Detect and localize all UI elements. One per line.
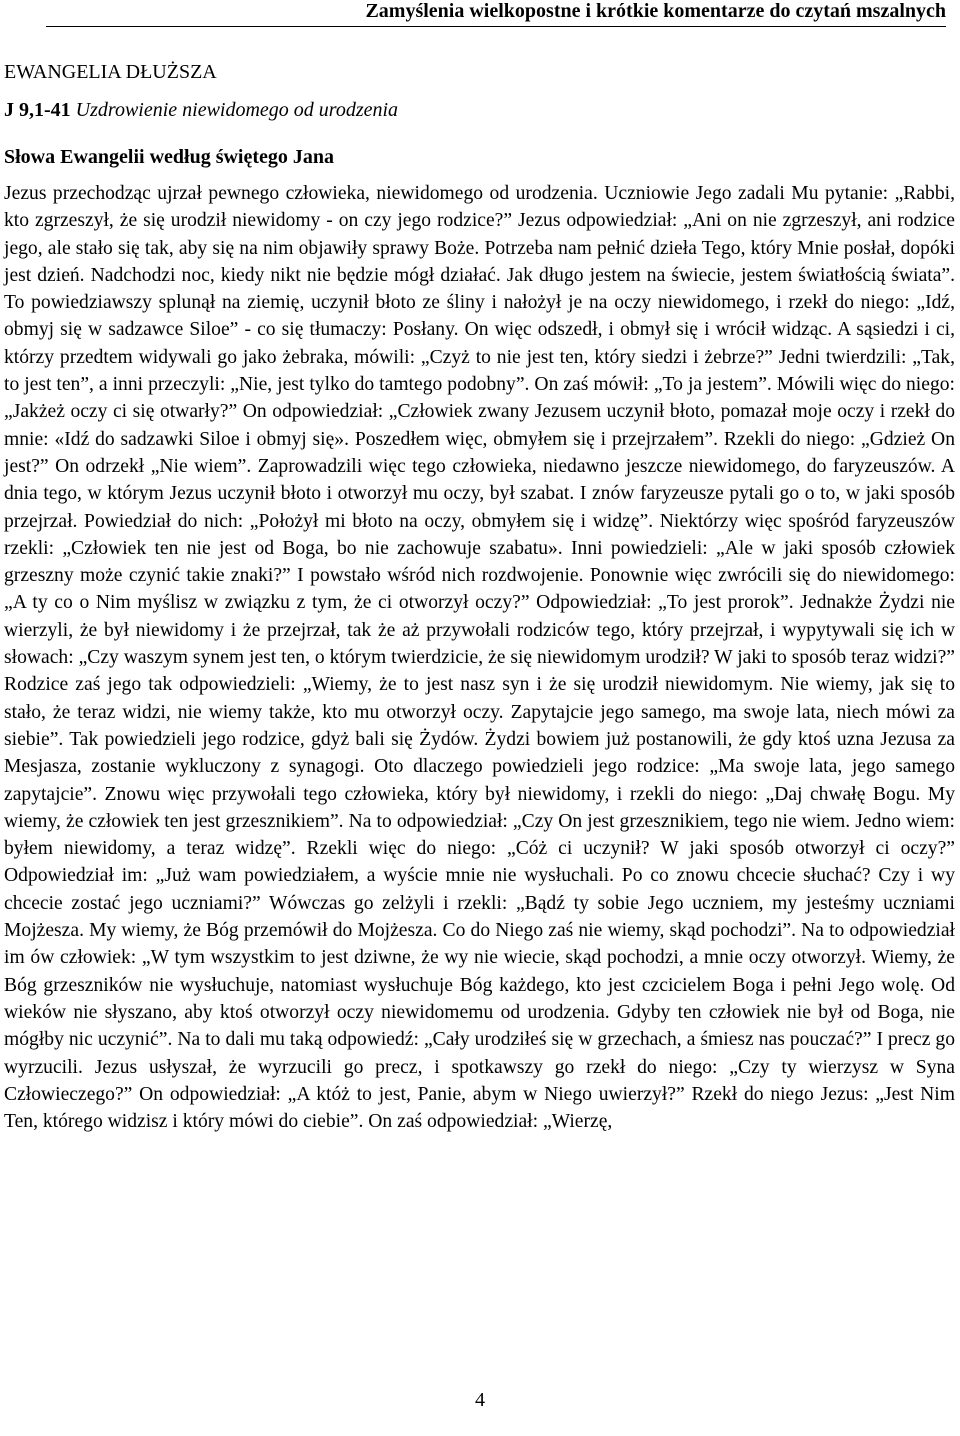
running-header: Zamyślenia wielkopostne i krótkie komentarze do czytań mszalnych: [46, 0, 946, 27]
reading-title: Uzdrowienie niewidomego od urodzenia: [75, 99, 399, 121]
reading-reference-line: [4, 98, 398, 122]
scripture-reference: J 9,1-41: [4, 99, 71, 121]
section-title: EWANGELIA DŁUŻSZA: [4, 61, 217, 83]
gospel-text: Jezus przechodząc ujrzał pewnego człowieka, niewidomego od urodzenia. Uczniowie Jego zadali Mu pytanie: „Rabbi, kto zgrzeszył, że się urodził niewidomy - on czy jego rodzice?” Jezus odpowiedział: „Ani on nie zgrzeszył, ani rodzice jego, ale stało się tak, aby się na nim objawiły sprawy Boże. Potrzeba nam pełnić dzieła Tego, który Mnie posłał, dopóki jest dzień. Nadchodzi noc, kiedy nikt nie będzie mógł działać. Jak długo jestem na świecie, jestem światłością świata”. To powiedziawszy splunął na ziemię, uczynił błoto ze śliny i nałożył je na oczy niewidomego, i rzekł do niego: „Idź, obmyj się w sadzawce Siloe” - co się tłumaczy: Posłany. On więc odszedł, i obmył się i wrócił widząc. A sąsiedzi i ci, którzy przedtem widywali go jako żebraka, mówili: „Czyż to nie jest ten, który siedzi i żebrze?” Jedni twierdzili: „Tak, to jest ten”, a inni przeczyli: „Nie, jest tylko do tamtego podobny”. On zaś mówił: „To ja jestem”. Mówili więc do niego: „Jakżeż oczy ci się otwarły?” On odpowiedział: „Człowiek zwany Jezusem uczynił błoto, pomazał moje oczy i rzekł do mnie: «Idź do sadzawki Siloe i obmyj się». Poszedłem więc, obmyłem się i przejrzałem”. Rzekli do niego: „Gdzież On jest?” On odrzekł „Nie wiem”. Zaprowadzili więc tego człowieka, niedawno jeszcze niewidomego, do faryzeuszów. A dnia tego, w którym Jezus uczynił błoto i otworzył mu oczy, był szabat. I znów faryzeusze pytali go o to, w jaki sposób przejrzał. Powiedział do nich: „Położył mi błoto na oczy, obmyłem się i widzę”. Niektórzy więc spośród faryzeuszów rzekli: „Człowiek ten nie jest od Boga, bo nie zachowuje szabatu». Inni powiedzieli: „Ale w jaki sposób człowiek grzeszny może czynić takie znaki?” I powstało wśród nich rozdwojenie. Ponownie więc zwrócili się do niewidomego: „A ty co o Nim myślisz w związku z tym, że ci otworzył oczy?” Odpowiedział: „To jest prorok”. Jednakże Żydzi nie wierzyli, że był niewidomy i że przejrzał, tak że aż przywołali rodziców tego, który przejrzał, i wypytywali się ich w słowach: „Czy waszym synem jest ten, o którym twierdzicie, że się niewidomym urodził? W jaki to sposób teraz widzi?” Rodzice zaś jego tak odpowiedzieli: „Wiemy, że to jest nasz syn i że się urodził niewidomym. Nie wiemy, jak się to stało, że teraz widzi, nie wiemy także, kto mu otworzył oczy. Zapytajcie jego samego, ma swoje lata, niech mówi za siebie”. Tak powiedzieli jego rodzice, gdyż bali się Żydów. Żydzi bowiem już postanowili, że gdy ktoś uzna Jezusa za Mesjasza, zostanie wykluczony z synagogi. Oto dlaczego powiedzieli jego rodzice: „Ma swoje lata, jego samego zapytajcie”. Znowu więc przywołali tego człowieka, który był niewidomy, i rzekli do niego: „Daj chwałę Bogu. My wiemy, że człowiek ten jest grzesznikiem”. Na to odpowiedział: „Czy On jest grzesznikiem, tego nie wiem. Jedno wiem: byłem niewidomy, a teraz widzę”. Rzekli więc do niego: „Cóż ci uczynił? W jaki sposób otworzył ci oczy?” Odpowiedział im: „Już wam powiedziałem, a wyście mnie nie wysłuchali. Po co znowu chcecie słuchać? Czy i wy chcecie zostać jego uczniami?” Wówczas go zelżyli i rzekli: „Bądź ty sobie Jego uczniem, my jesteśmy uczniami Mojżesza. My wiemy, że Bóg przemówił do Mojżesza. Co do Niego zaś nie wiemy, skąd pochodzi”. Na to odpowiedział im ów człowiek: „W tym wszystkim to jest dziwne, że wy nie wiecie, skąd pochodzi, a mnie oczy otworzył. Wiemy, że Bóg grzeszników nie wysłuchuje, natomiast wysłuchuje Bóg każdego, kto jest czcicielem Boga i pełni Jego wolę. Od wieków nie słyszano, aby ktoś otworzył oczy niewidomemu od urodzenia. Gdyby ten człowiek nie był od Boga, nie mógłby nic uczynić”. Na to dali mu taką odpowiedź: „Cały urodziłeś się w grzechach, a śmiesz nas pouczać?” I precz go wyrzucili. Jezus usłyszał, że wyrzucili go precz, i spotkawszy go rzekł do niego: „Czy ty wierzysz w Syna Człowieczego?” On odpowiedział: „A któż to jest, Panie, abym w Niego uwierzył?” Rzekł do niego Jezus: „Jest Nim Ten, którego widzisz i który mówi do ciebie”. On zaś odpowiedział: „Wierzę,: [4, 183, 955, 1133]
gospel-source: Słowa Ewangelii według świętego Jana: [4, 146, 335, 168]
page-number: 4: [475, 1389, 485, 1411]
